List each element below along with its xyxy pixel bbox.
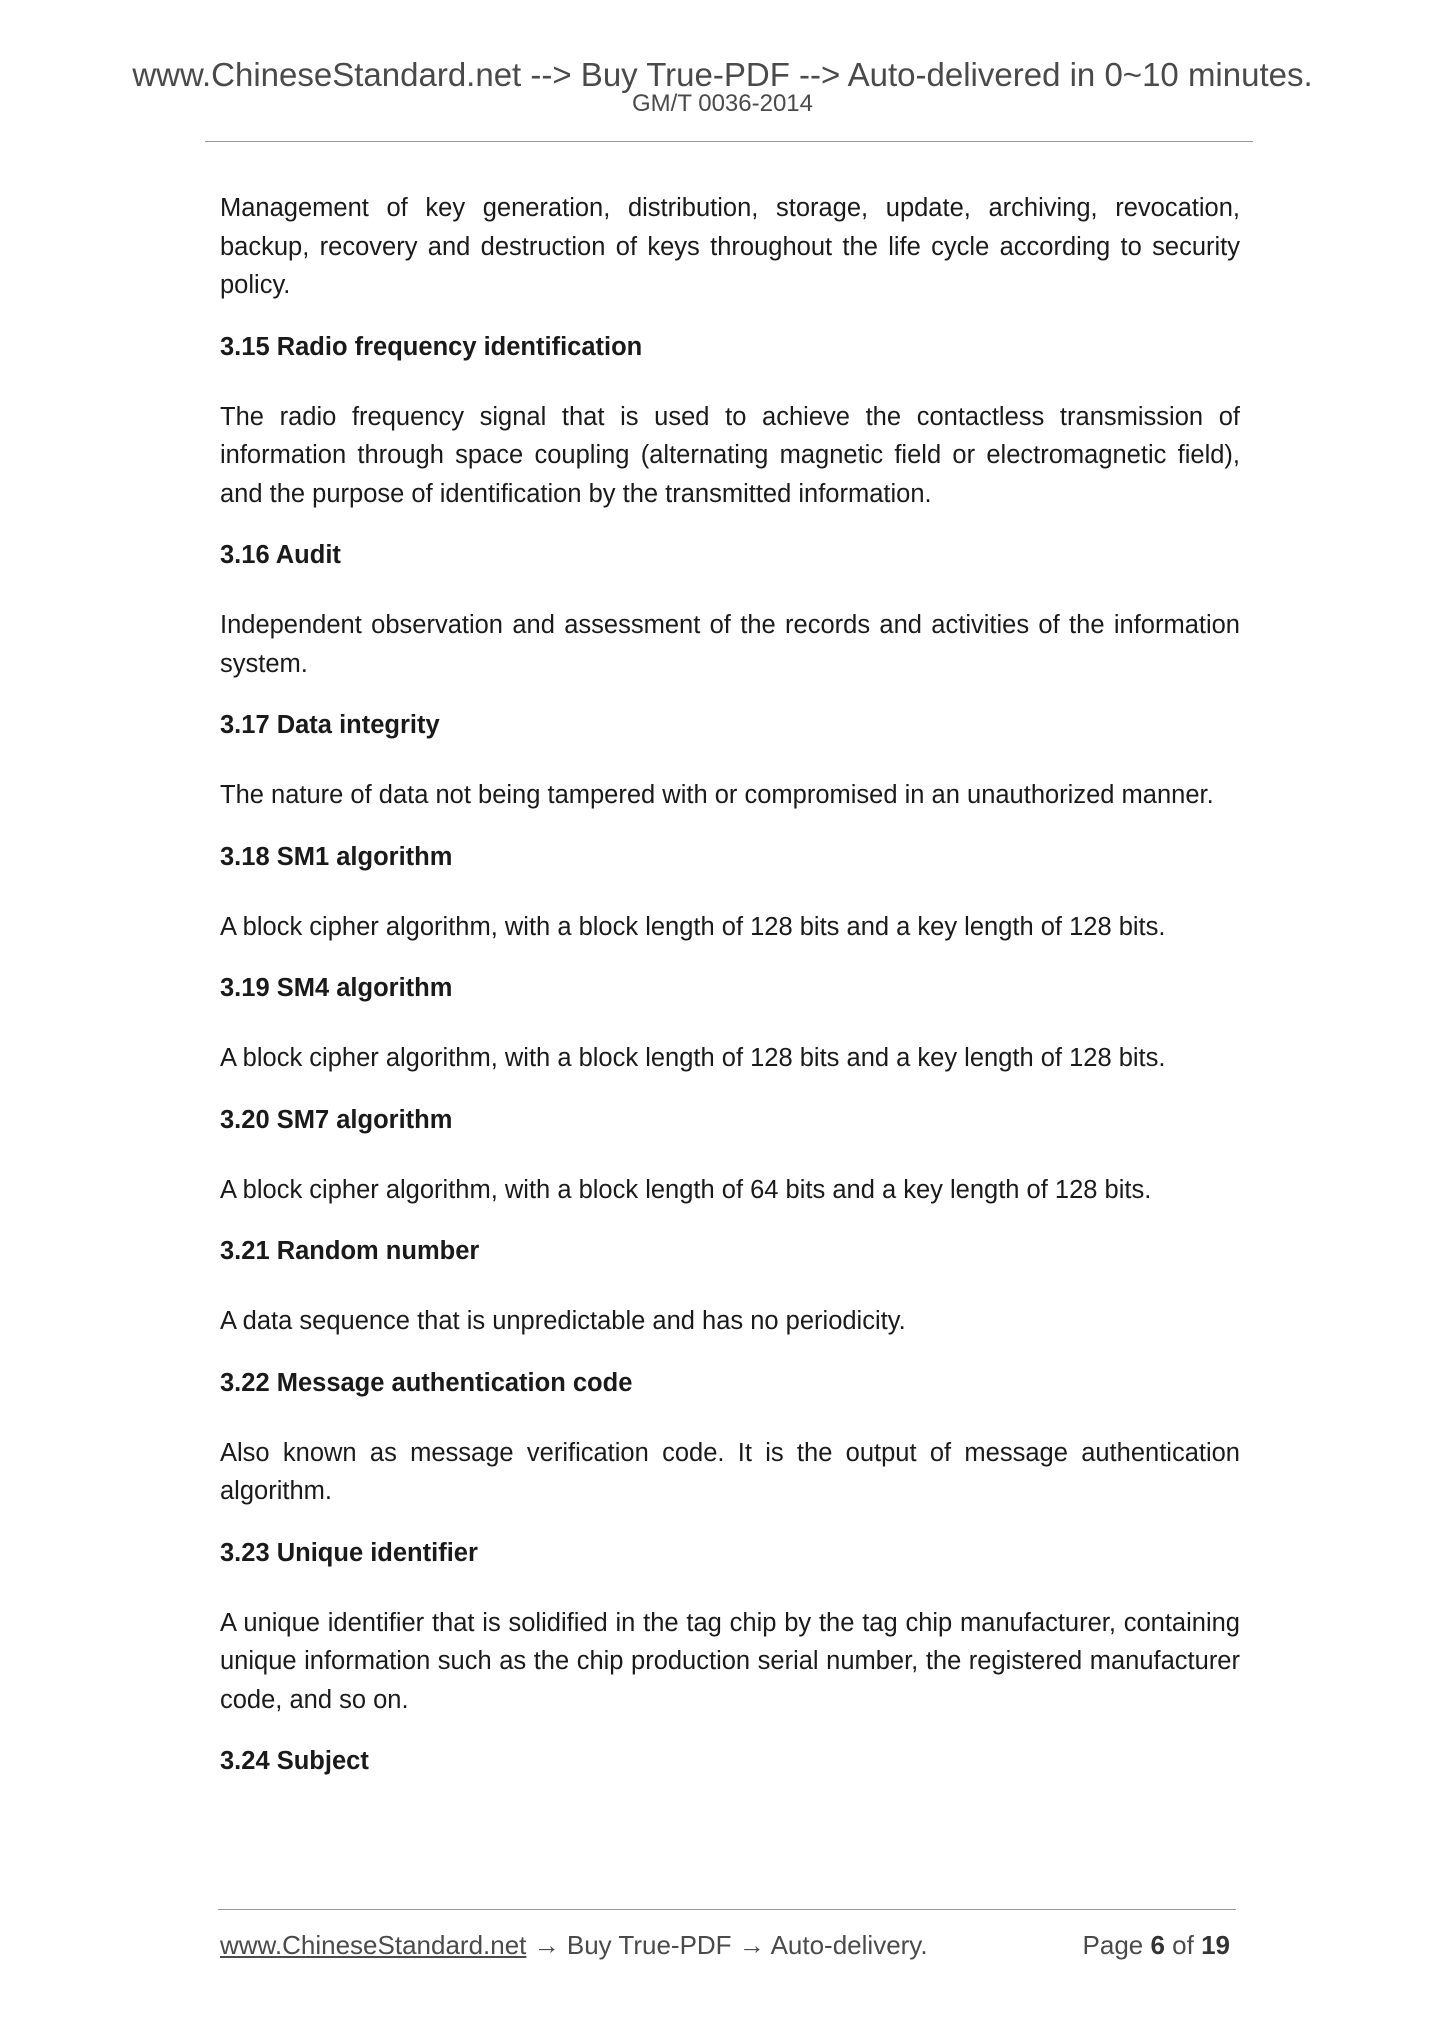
standard-code: GM/T 0036-2014 — [632, 90, 813, 117]
site-banner: www.ChineseStandard.net --> Buy True-PDF --> Auto-delivered in 0~10 minutes. — [132, 56, 1313, 93]
section-heading: 3.20 SM7 algorithm — [220, 1105, 453, 1134]
footer-tail-text: → Buy True-PDF → Auto-delivery. — [526, 1930, 928, 1960]
section-heading: 3.19 SM4 algorithm — [220, 974, 453, 1002]
section-text: Also known as message verification code. It is the output of message authentication algorithm. — [220, 1438, 1240, 1505]
page-total: 19 — [1201, 1930, 1230, 1960]
section-heading: 3.22 Message authentication code — [220, 1368, 633, 1397]
section-heading: 3.17 Data integrity — [220, 711, 440, 739]
section-heading: 3.23 Unique identifier — [220, 1538, 478, 1567]
page-current: 6 — [1150, 1930, 1165, 1960]
section-heading: 3.15 Radio frequency identification — [220, 332, 643, 361]
section-text: The radio frequency signal that is used to achieve the contactless transmission of information through space coupling (alternating magnetic field or electromagnetic field), and the purpose of identification by the transmitted information. — [220, 402, 1240, 508]
section-heading: 3.18 SM1 algorithm — [220, 842, 453, 871]
section-heading: 3.24 Subject — [220, 1747, 369, 1775]
section-text: A data sequence that is unpredictable and has no periodicity. — [220, 1307, 906, 1335]
page-number — [1083, 1932, 1230, 1958]
section-text: A block cipher algorithm, with a block length of 128 bits and a key length of 128 bits. — [220, 1044, 1166, 1072]
footer-promo — [220, 1932, 928, 1958]
document-body — [220, 189, 1240, 1812]
page-prefix: Page — [1082, 1930, 1151, 1960]
section-text: The nature of data not being tampered with or compromised in an unauthorized manner. — [220, 781, 1214, 809]
section-text: A block cipher algorithm, with a block length of 64 bits and a key length of 128 bits. — [220, 1175, 1152, 1204]
section-heading: 3.21 Random number — [220, 1237, 480, 1265]
section-text: A unique identifier that is solidified in the tag chip by the tag chip manufacturer, containing unique information such as the chip production serial number, the registered manufacturer code, and so on. — [220, 1608, 1240, 1714]
intro-paragraph: Management of key generation, distribution, storage, update, archiving, revocation, backup, recovery and destruction of keys throughout the life cycle according to security policy. — [220, 194, 1240, 299]
section-text: A block cipher algorithm, with a block length of 128 bits and a key length of 128 bits. — [220, 912, 1166, 941]
section-text: Independent observation and assessment of the records and activities of the information system. — [220, 611, 1240, 678]
footer-site-link[interactable]: www.ChineseStandard.net — [220, 1930, 527, 1960]
section-heading: 3.16 Audit — [220, 541, 341, 569]
footer-divider — [218, 1909, 1236, 1910]
page-mid: of — [1164, 1930, 1202, 1960]
header-divider — [205, 141, 1253, 142]
